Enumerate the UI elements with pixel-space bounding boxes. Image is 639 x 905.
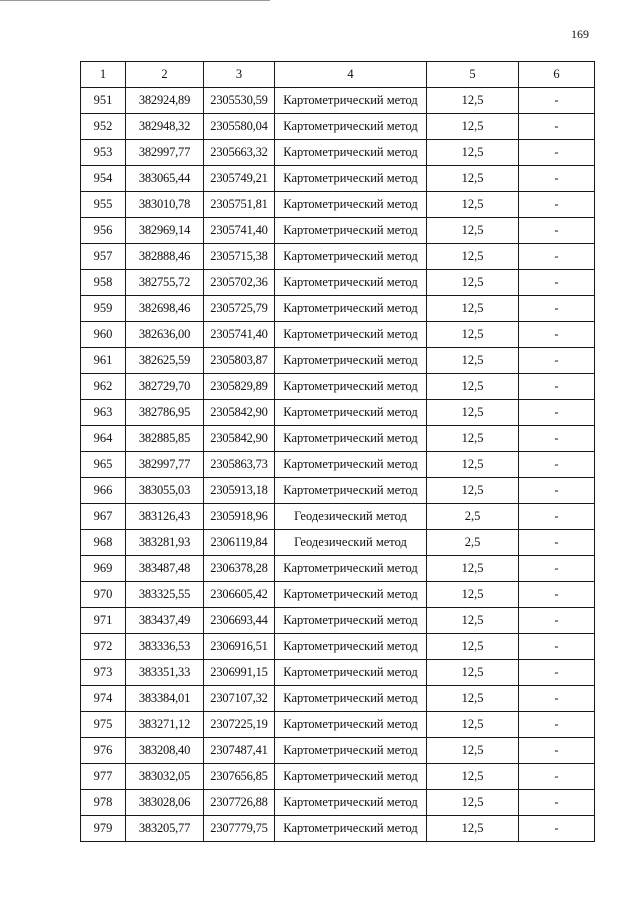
method-cell: Картометрический метод [275,374,427,400]
note-cell: - [519,686,595,712]
top-border-line [0,0,270,1]
method-cell: Картометрический метод [275,218,427,244]
point-number-cell: 972 [81,634,126,660]
method-cell: Картометрический метод [275,348,427,374]
accuracy-cell: 12,5 [427,712,519,738]
point-number-cell: 976 [81,738,126,764]
coordinate-y-cell: 2307487,41 [204,738,275,764]
accuracy-cell: 12,5 [427,660,519,686]
point-number-cell: 979 [81,816,126,842]
method-cell: Картометрический метод [275,114,427,140]
table-row [81,790,595,816]
table-row [81,764,595,790]
table-body [81,88,595,842]
point-number-cell: 970 [81,582,126,608]
point-number-cell: 951 [81,88,126,114]
coordinate-x-cell: 383028,06 [126,790,204,816]
point-number-cell: 977 [81,764,126,790]
coordinate-x-cell: 382755,72 [126,270,204,296]
coordinate-y-cell: 2305580,04 [204,114,275,140]
coordinate-y-cell: 2306378,28 [204,556,275,582]
coordinate-x-cell: 383010,78 [126,192,204,218]
accuracy-cell: 12,5 [427,348,519,374]
table-row [81,400,595,426]
table-row [81,634,595,660]
point-number-cell: 953 [81,140,126,166]
point-number-cell: 952 [81,114,126,140]
method-cell: Картометрический метод [275,816,427,842]
coordinate-x-cell: 383271,12 [126,712,204,738]
note-cell: - [519,738,595,764]
column-header-1: 1 [81,62,126,88]
method-cell: Картометрический метод [275,322,427,348]
accuracy-cell: 12,5 [427,608,519,634]
coordinates-table [80,61,595,842]
table-row [81,712,595,738]
table-row [81,192,595,218]
table-row [81,270,595,296]
method-cell: Картометрический метод [275,738,427,764]
coordinate-y-cell: 2307107,32 [204,686,275,712]
coordinate-x-cell: 382786,95 [126,400,204,426]
table-row [81,426,595,452]
method-cell: Картометрический метод [275,634,427,660]
coordinate-y-cell: 2305725,79 [204,296,275,322]
note-cell: - [519,400,595,426]
note-cell: - [519,192,595,218]
table-row [81,660,595,686]
accuracy-cell: 12,5 [427,244,519,270]
coordinate-x-cell: 382636,00 [126,322,204,348]
coordinate-y-cell: 2305918,96 [204,504,275,530]
coordinate-x-cell: 383205,77 [126,816,204,842]
coordinate-x-cell: 383351,33 [126,660,204,686]
coordinate-x-cell: 383281,93 [126,530,204,556]
note-cell: - [519,530,595,556]
coordinate-y-cell: 2307656,85 [204,764,275,790]
coordinate-x-cell: 382997,77 [126,140,204,166]
coordinate-y-cell: 2305842,90 [204,400,275,426]
point-number-cell: 975 [81,712,126,738]
table-row [81,556,595,582]
coordinate-x-cell: 382969,14 [126,218,204,244]
point-number-cell: 974 [81,686,126,712]
method-cell: Картометрический метод [275,582,427,608]
coordinate-y-cell: 2306605,42 [204,582,275,608]
coordinate-y-cell: 2307225,19 [204,712,275,738]
note-cell: - [519,582,595,608]
header-row [81,62,595,88]
coordinate-x-cell: 383065,44 [126,166,204,192]
method-cell: Картометрический метод [275,192,427,218]
page-number: 169 [571,27,589,41]
note-cell: - [519,504,595,530]
accuracy-cell: 12,5 [427,88,519,114]
method-cell: Картометрический метод [275,296,427,322]
table-row [81,504,595,530]
point-number-cell: 954 [81,166,126,192]
accuracy-cell: 12,5 [427,790,519,816]
table-row [81,166,595,192]
coordinate-y-cell: 2305530,59 [204,88,275,114]
coordinate-x-cell: 382729,70 [126,374,204,400]
accuracy-cell: 12,5 [427,556,519,582]
coordinate-x-cell: 383126,43 [126,504,204,530]
column-header-2: 2 [126,62,204,88]
accuracy-cell: 12,5 [427,374,519,400]
method-cell: Картометрический метод [275,88,427,114]
point-number-cell: 966 [81,478,126,504]
column-header-4: 4 [275,62,427,88]
coordinate-x-cell: 382924,89 [126,88,204,114]
point-number-cell: 964 [81,426,126,452]
table-row [81,582,595,608]
coordinate-y-cell: 2305913,18 [204,478,275,504]
method-cell: Картометрический метод [275,400,427,426]
table-row [81,218,595,244]
coordinate-y-cell: 2307779,75 [204,816,275,842]
accuracy-cell: 12,5 [427,478,519,504]
note-cell: - [519,166,595,192]
coordinate-x-cell: 382948,32 [126,114,204,140]
point-number-cell: 958 [81,270,126,296]
note-cell: - [519,244,595,270]
method-cell: Картометрический метод [275,660,427,686]
accuracy-cell: 12,5 [427,166,519,192]
note-cell: - [519,374,595,400]
coordinate-y-cell: 2305702,36 [204,270,275,296]
coordinate-y-cell: 2305715,38 [204,244,275,270]
point-number-cell: 971 [81,608,126,634]
coordinate-x-cell: 383325,55 [126,582,204,608]
point-number-cell: 965 [81,452,126,478]
coordinate-y-cell: 2306991,15 [204,660,275,686]
coordinate-y-cell: 2305751,81 [204,192,275,218]
note-cell: - [519,790,595,816]
accuracy-cell: 12,5 [427,738,519,764]
table-row [81,114,595,140]
accuracy-cell: 2,5 [427,530,519,556]
table-row [81,296,595,322]
coordinate-y-cell: 2305741,40 [204,322,275,348]
coordinate-x-cell: 383384,01 [126,686,204,712]
accuracy-cell: 12,5 [427,218,519,244]
point-number-cell: 967 [81,504,126,530]
accuracy-cell: 12,5 [427,140,519,166]
coordinate-x-cell: 382625,59 [126,348,204,374]
accuracy-cell: 12,5 [427,296,519,322]
method-cell: Картометрический метод [275,608,427,634]
coordinate-y-cell: 2306693,44 [204,608,275,634]
table-row [81,478,595,504]
method-cell: Картометрический метод [275,244,427,270]
coordinate-x-cell: 382888,46 [126,244,204,270]
point-number-cell: 955 [81,192,126,218]
method-cell: Картометрический метод [275,270,427,296]
point-number-cell: 959 [81,296,126,322]
coordinate-y-cell: 2306119,84 [204,530,275,556]
coordinate-y-cell: 2305741,40 [204,218,275,244]
column-header-5: 5 [427,62,519,88]
accuracy-cell: 12,5 [427,686,519,712]
point-number-cell: 973 [81,660,126,686]
method-cell: Картометрический метод [275,686,427,712]
note-cell: - [519,816,595,842]
method-cell: Картометрический метод [275,140,427,166]
column-header-6: 6 [519,62,595,88]
method-cell: Картометрический метод [275,452,427,478]
table-row [81,88,595,114]
method-cell: Геодезический метод [275,504,427,530]
note-cell: - [519,114,595,140]
accuracy-cell: 12,5 [427,114,519,140]
note-cell: - [519,322,595,348]
coordinate-x-cell: 383437,49 [126,608,204,634]
table-row [81,374,595,400]
coordinate-x-cell: 382698,46 [126,296,204,322]
accuracy-cell: 2,5 [427,504,519,530]
coordinate-y-cell: 2305749,21 [204,166,275,192]
table-row [81,738,595,764]
accuracy-cell: 12,5 [427,634,519,660]
accuracy-cell: 12,5 [427,400,519,426]
note-cell: - [519,218,595,244]
method-cell: Картометрический метод [275,166,427,192]
point-number-cell: 968 [81,530,126,556]
point-number-cell: 962 [81,374,126,400]
point-number-cell: 957 [81,244,126,270]
table-row [81,686,595,712]
table-header [81,62,595,88]
coordinate-x-cell: 382997,77 [126,452,204,478]
method-cell: Картометрический метод [275,556,427,582]
coordinate-x-cell: 382885,85 [126,426,204,452]
coordinate-y-cell: 2305803,87 [204,348,275,374]
point-number-cell: 956 [81,218,126,244]
coordinate-y-cell: 2305842,90 [204,426,275,452]
coordinate-y-cell: 2306916,51 [204,634,275,660]
note-cell: - [519,348,595,374]
coordinate-x-cell: 383487,48 [126,556,204,582]
point-number-cell: 961 [81,348,126,374]
method-cell: Картометрический метод [275,712,427,738]
coordinate-y-cell: 2307726,88 [204,790,275,816]
coordinate-x-cell: 383336,53 [126,634,204,660]
note-cell: - [519,478,595,504]
point-number-cell: 960 [81,322,126,348]
method-cell: Картометрический метод [275,478,427,504]
table-row [81,608,595,634]
accuracy-cell: 12,5 [427,452,519,478]
column-header-3: 3 [204,62,275,88]
note-cell: - [519,660,595,686]
accuracy-cell: 12,5 [427,764,519,790]
table-row [81,452,595,478]
note-cell: - [519,88,595,114]
table-row [81,816,595,842]
accuracy-cell: 12,5 [427,192,519,218]
accuracy-cell: 12,5 [427,582,519,608]
coordinate-y-cell: 2305663,32 [204,140,275,166]
table-row [81,244,595,270]
coordinate-x-cell: 383208,40 [126,738,204,764]
method-cell: Картометрический метод [275,426,427,452]
note-cell: - [519,556,595,582]
table-row [81,140,595,166]
note-cell: - [519,712,595,738]
accuracy-cell: 12,5 [427,270,519,296]
coordinate-y-cell: 2305863,73 [204,452,275,478]
accuracy-cell: 12,5 [427,816,519,842]
note-cell: - [519,270,595,296]
method-cell: Картометрический метод [275,790,427,816]
note-cell: - [519,140,595,166]
note-cell: - [519,452,595,478]
point-number-cell: 969 [81,556,126,582]
note-cell: - [519,764,595,790]
method-cell: Картометрический метод [275,764,427,790]
point-number-cell: 978 [81,790,126,816]
note-cell: - [519,634,595,660]
accuracy-cell: 12,5 [427,426,519,452]
coordinate-x-cell: 383055,03 [126,478,204,504]
note-cell: - [519,426,595,452]
table-row [81,530,595,556]
coordinate-x-cell: 383032,05 [126,764,204,790]
method-cell: Геодезический метод [275,530,427,556]
coordinate-y-cell: 2305829,89 [204,374,275,400]
table-row [81,322,595,348]
accuracy-cell: 12,5 [427,322,519,348]
note-cell: - [519,296,595,322]
point-number-cell: 963 [81,400,126,426]
note-cell: - [519,608,595,634]
table-row [81,348,595,374]
